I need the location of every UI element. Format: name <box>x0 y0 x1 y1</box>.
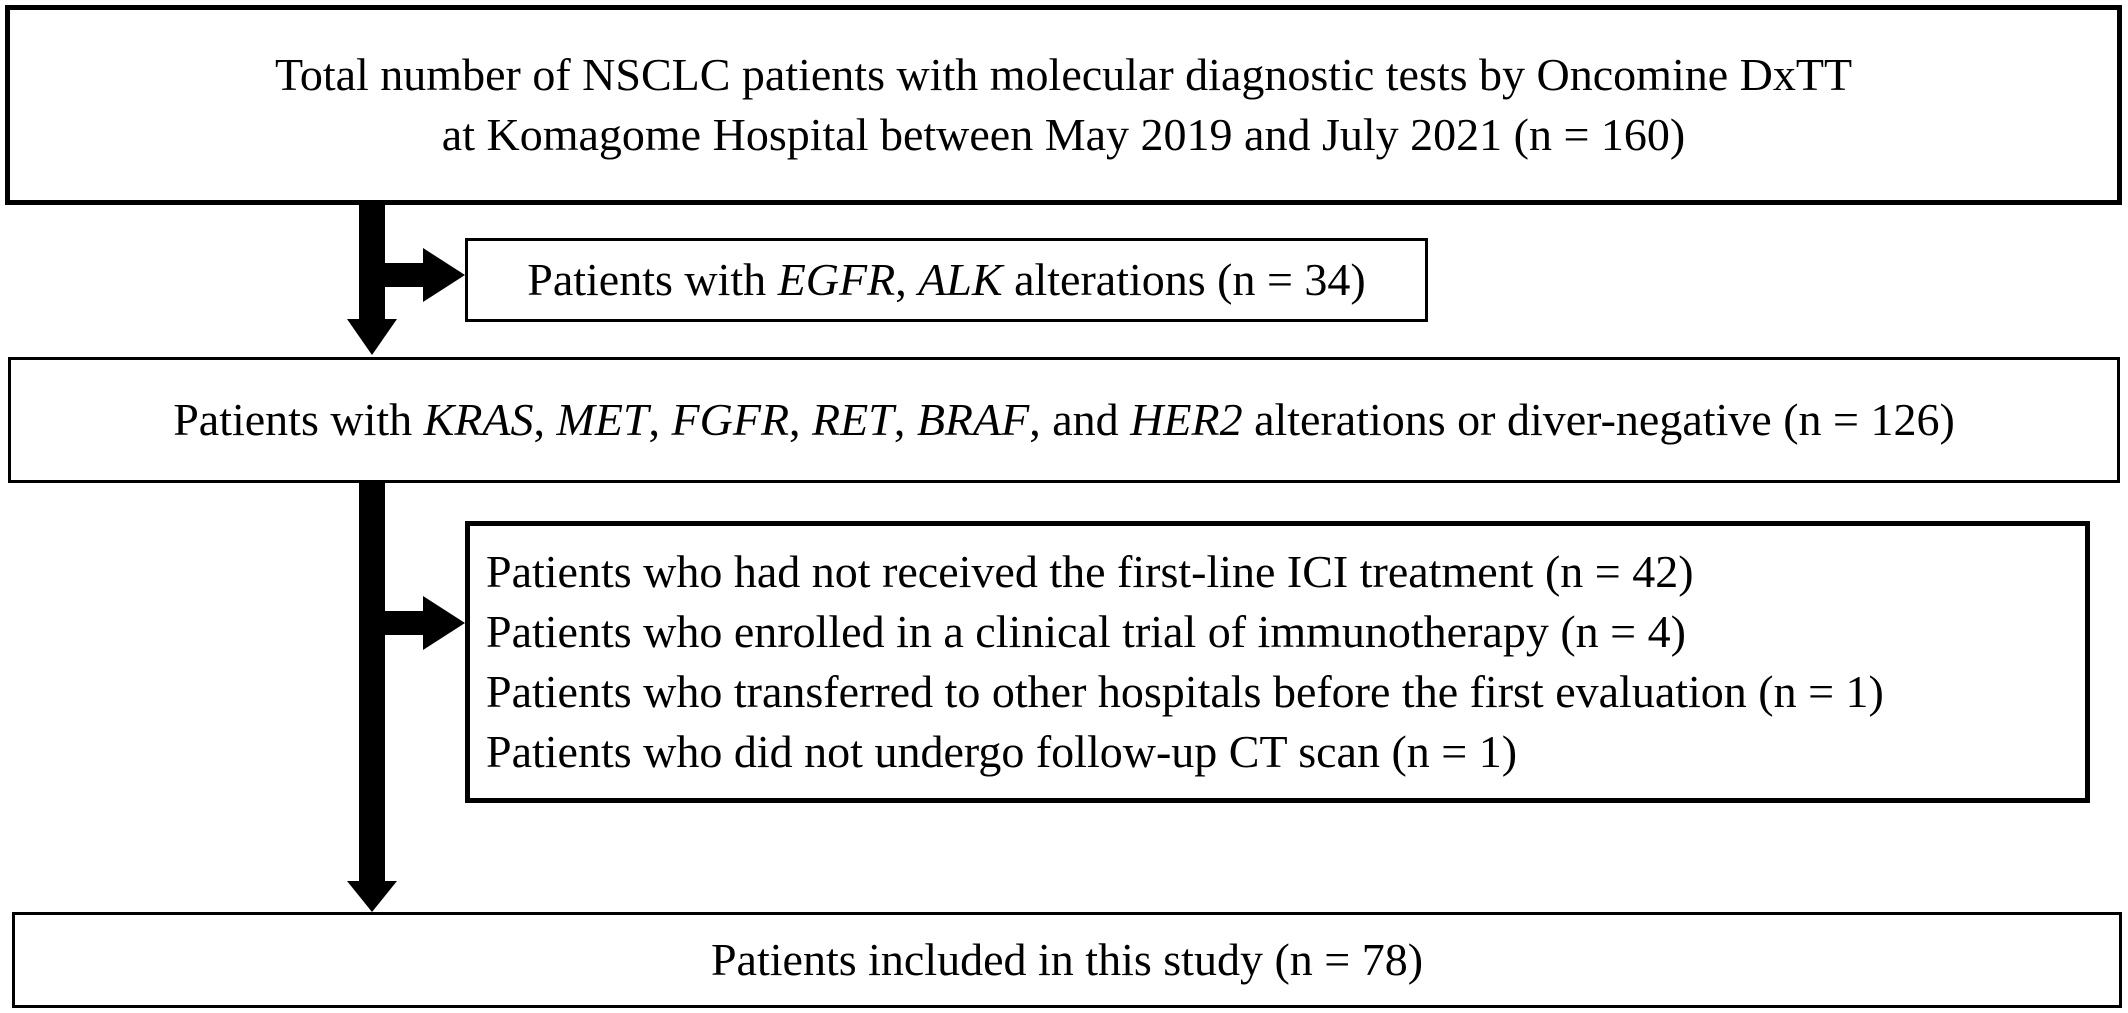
arrow-head-1 <box>347 319 397 355</box>
excluded-item: Patients who did not undergo follow-up CT scan (n = 1) <box>486 726 1518 777</box>
branch-arrow-head-1 <box>423 248 465 302</box>
total-patients-line-2: at Komagome Hospital between May 2019 and July 2021 (n = 160) <box>441 109 1686 160</box>
excluded-egfr-alk-box <box>465 238 1428 322</box>
included-patients-box <box>12 912 2122 1008</box>
arrow-head-2 <box>347 881 397 912</box>
total-patients-box <box>5 5 2122 205</box>
arrow-shaft-1 <box>359 205 385 321</box>
branch-arrow-shaft-2 <box>385 611 425 635</box>
kras-met-etc-box <box>8 357 2120 483</box>
branch-arrow-head-2 <box>423 596 465 650</box>
included-patients-text: Patients included in this study (n = 78) <box>710 934 1424 985</box>
excluded-item: Patients who transferred to other hospitals before the first evaluation (n = 1) <box>486 666 1884 717</box>
excluded-item: Patients who had not received the first-line ICI treatment (n = 42) <box>486 546 1694 597</box>
excluded-item: Patients who enrolled in a clinical trial of immunotherapy (n = 4) <box>486 606 1686 657</box>
total-patients-line-1: Total number of NSCLC patients with molecular diagnostic tests by Oncomine DxTT <box>274 49 1853 100</box>
arrow-shaft-2 <box>359 483 385 883</box>
excluded-list-box <box>465 521 2090 803</box>
kras-met-etc-text: Patients with KRAS, MET, FGFR, RET, BRAF, and HER2 alterations or diver-negative (n = 126) <box>173 394 1955 445</box>
excluded-egfr-alk-text: Patients with EGFR, ALK alterations (n = 34) <box>527 254 1366 305</box>
branch-arrow-shaft-1 <box>385 263 425 287</box>
